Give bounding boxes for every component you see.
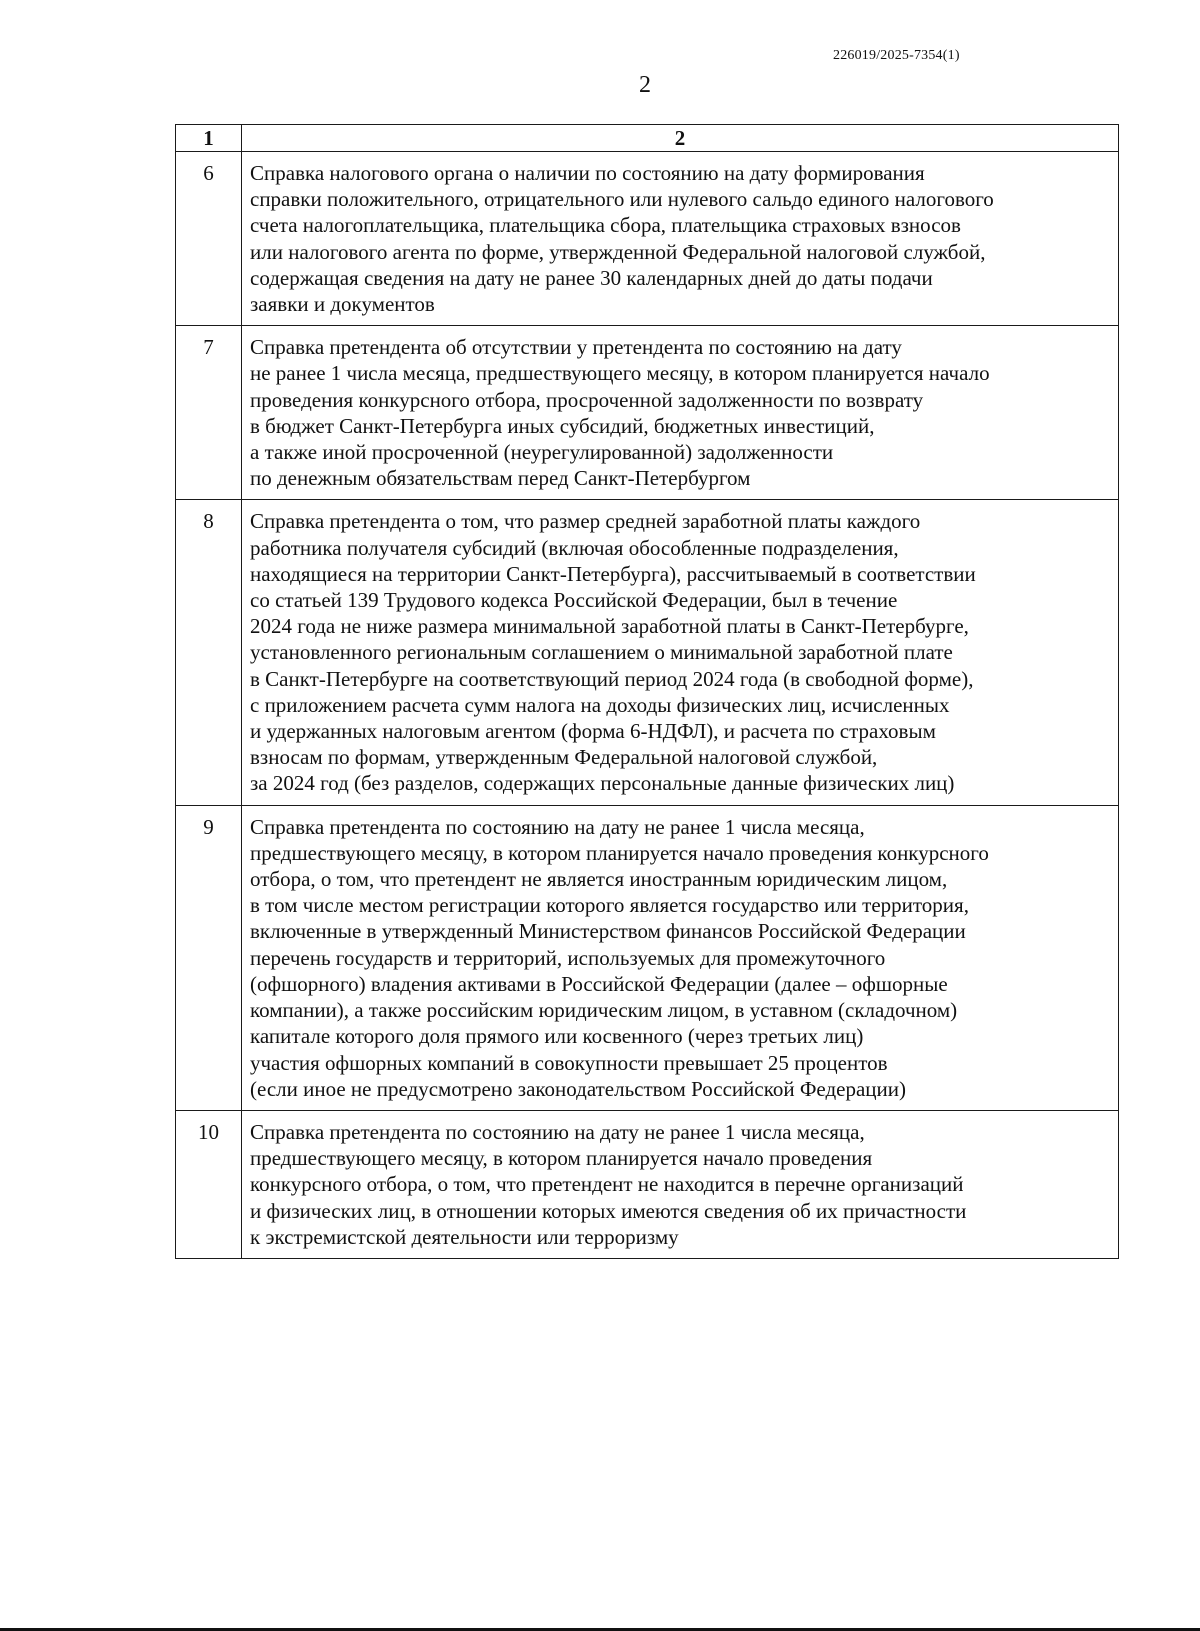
row-number: 6 <box>176 152 242 326</box>
row-text: Справка претендента по состоянию на дату не ранее 1 числа месяца, предшествующего месяцу, в котором планируется начало проведения конкурсного отбора, о том, что претендент не находится в перечне организаций и физических лиц, в отношении которых имеются сведения об их причастности к экстремистской деятельности или терроризму <box>242 1110 1119 1258</box>
document-number: 226019/2025-7354(1) <box>833 48 960 63</box>
table-header-row <box>176 125 1119 152</box>
row-text: Справка претендента по состоянию на дату не ранее 1 числа месяца, предшествующего месяцу, в котором планируется начало проведения конкурсного отбора, о том, что претендент не является иностранным юридическим лицом, в том числе местом регистрации которого является государство или территория, включенные в утвержденный Министерством финансов Российской Федерации перечень государств и территорий, используемых для промежуточного (офшорного) владения активами в Российской Федерации (далее – офшорные компании), а также российским юридическим лицом, в уставном (складочном) капитале которого доля прямого или косвенного (через третьих лиц) участия офшорных компаний в совокупности превышает 25 процентов (если иное не предусмотрено законодательством Российской Федерации) <box>242 805 1119 1110</box>
table-row <box>176 152 1119 326</box>
page-number: 2 <box>639 72 651 98</box>
row-number: 7 <box>176 326 242 500</box>
row-text: Справка претендента о том, что размер средней заработной платы каждого работника получателя субсидий (включая обособленные подразделения, находящиеся на территории Санкт-Петербурга), рассчитываемый в соответствии со статьей 139 Трудового кодекса Российской Федерации, был в течение 2024 года не ниже размера минимальной заработной платы в Санкт-Петербурге, установленного региональным соглашением о минимальной заработной плате в Санкт-Петербурге на соответствующий период 2024 года (в свободной форме), с приложением расчета сумм налога на доходы физических лиц, исчисленных и удержанных налоговым агентом (форма 6-НДФЛ), и расчета по страховым взносам по формам, утвержденным Федеральной налоговой службой, за 2024 год (без разделов, содержащих персональные данные физических лиц) <box>242 500 1119 805</box>
table-row <box>176 1110 1119 1258</box>
row-text: Справка претендента об отсутствии у претендента по состоянию на дату не ранее 1 числа месяца, предшествующего месяцу, в котором планируется начало проведения конкурсного отбора, просроченной задолженности по возврату в бюджет Санкт-Петербурга иных субсидий, бюджетных инвестиций, а также иной просроченной (неурегулированной) задолженности по денежным обязательствам перед Санкт-Петербургом <box>242 326 1119 500</box>
row-text: Справка налогового органа о наличии по состоянию на дату формирования справки положительного, отрицательного или нулевого сальдо единого налогового счета налогоплательщика, плательщика сбора, плательщика страховых взносов или налогового агента по форме, утвержденной Федеральной налоговой службой, содержащая сведения на дату не ранее 30 календарных дней до даты подачи заявки и документов <box>242 152 1119 326</box>
row-number: 10 <box>176 1110 242 1258</box>
row-number: 9 <box>176 805 242 1110</box>
table-row <box>176 326 1119 500</box>
table-row <box>176 805 1119 1110</box>
column-header-text: 2 <box>242 125 1119 152</box>
table-row <box>176 500 1119 805</box>
column-header-number: 1 <box>176 125 242 152</box>
requirements-table <box>175 124 1119 1259</box>
row-number: 8 <box>176 500 242 805</box>
